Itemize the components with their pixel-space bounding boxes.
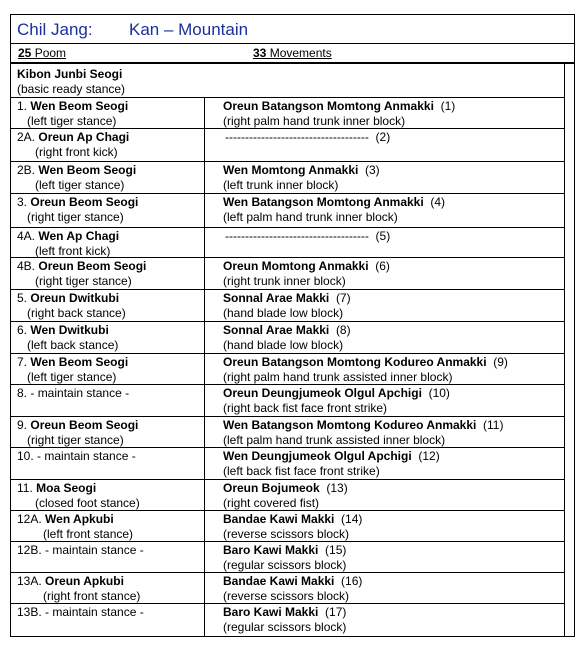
table-row bbox=[11, 385, 565, 417]
stance-cell bbox=[11, 228, 205, 257]
technique-name: Bandae Kawi Makki bbox=[223, 512, 335, 526]
technique-name: Wen Deungjumeok Olgul Apchigi bbox=[223, 449, 412, 463]
technique-name: Oreun Momtong Anmakki bbox=[223, 259, 369, 273]
technique-cell bbox=[205, 448, 565, 479]
stance-name: Wen Beom Seogi bbox=[38, 163, 137, 177]
stance-cell bbox=[11, 258, 205, 289]
table-row bbox=[11, 542, 565, 573]
step-number: 4A. bbox=[17, 229, 36, 243]
stance-cell bbox=[11, 511, 205, 541]
movement-number: (14) bbox=[341, 512, 363, 526]
technique-desc: (regular scissors block) bbox=[223, 620, 347, 634]
technique-desc: (right palm hand trunk assisted inner block) bbox=[223, 370, 453, 384]
stance-name: Oreun Beom Seogi bbox=[38, 259, 147, 273]
stance-cell bbox=[11, 354, 205, 384]
table-row bbox=[11, 162, 565, 194]
count-row bbox=[10, 43, 575, 62]
step-number: 9. bbox=[17, 418, 28, 432]
technique-desc: (left back fist face front strike) bbox=[223, 464, 380, 478]
movement-number: (16) bbox=[341, 574, 363, 588]
stance-name: Wen Beom Seogi bbox=[30, 99, 129, 113]
technique-cell bbox=[205, 354, 565, 384]
movement-rows bbox=[11, 98, 574, 636]
ready-stance-name: Kibon Junbi Seogi bbox=[17, 67, 123, 81]
step-number: 8. bbox=[17, 386, 28, 400]
technique-cell bbox=[205, 290, 565, 321]
table-row bbox=[11, 354, 565, 385]
form-subtitle: Kan – Mountain bbox=[129, 20, 249, 39]
table-row bbox=[11, 322, 565, 354]
step-number: 13B. bbox=[17, 605, 42, 619]
technique-name: Oreun Deungjumeok Olgul Apchigi bbox=[223, 386, 422, 400]
technique-name: Wen Momtong Anmakki bbox=[223, 163, 359, 177]
technique-desc: (right trunk inner block) bbox=[223, 274, 346, 288]
table-row bbox=[11, 448, 565, 480]
technique-cell bbox=[205, 322, 565, 353]
movement-number: (6) bbox=[375, 259, 390, 273]
technique-dashes: ------------------------------------ bbox=[225, 229, 369, 243]
form-title: Chil Jang: bbox=[17, 20, 93, 39]
technique-cell bbox=[205, 511, 565, 541]
technique-desc: (reverse scissors block) bbox=[223, 589, 350, 603]
technique-cell bbox=[205, 98, 565, 128]
table-row bbox=[11, 290, 565, 322]
poom-count: 25 Poom bbox=[18, 46, 67, 60]
stance-name: Wen Ap Chagi bbox=[38, 229, 120, 243]
stance-cell bbox=[11, 194, 205, 227]
movement-number: (4) bbox=[430, 195, 446, 209]
table-row bbox=[11, 228, 565, 258]
table-row bbox=[11, 604, 565, 636]
technique-cell bbox=[205, 542, 565, 572]
technique-cell bbox=[205, 129, 565, 161]
stance-note: - maintain stance - bbox=[45, 605, 144, 619]
step-number: 2A. bbox=[17, 130, 36, 144]
stance-note: - maintain stance - bbox=[45, 543, 144, 557]
movement-number: (2) bbox=[375, 130, 391, 144]
movement-number: (8) bbox=[335, 323, 351, 337]
stance-desc: (left back stance) bbox=[27, 338, 119, 352]
stance-cell bbox=[11, 98, 205, 128]
technique-cell bbox=[205, 604, 565, 636]
stance-desc: (right tiger stance) bbox=[27, 210, 124, 224]
technique-desc: (left trunk inner block) bbox=[223, 178, 339, 192]
technique-name: Wen Batangson Momtong Anmakki bbox=[223, 195, 424, 209]
stance-desc: (right back stance) bbox=[27, 306, 126, 320]
stance-desc: (left front kick) bbox=[35, 244, 111, 258]
technique-cell bbox=[205, 573, 565, 603]
movement-number: (15) bbox=[325, 543, 347, 557]
stance-cell bbox=[11, 542, 205, 572]
stance-desc: (closed foot stance) bbox=[35, 496, 140, 510]
step-number: 1. bbox=[17, 99, 28, 113]
technique-desc: (right palm hand trunk inner block) bbox=[223, 114, 406, 128]
ready-stance-desc: (basic ready stance) bbox=[17, 82, 126, 96]
stance-note: - maintain stance - bbox=[37, 449, 136, 463]
technique-name: Baro Kawi Makki bbox=[223, 605, 319, 619]
stance-cell bbox=[11, 417, 205, 447]
step-number: 12A. bbox=[17, 512, 42, 526]
technique-name: Sonnal Arae Makki bbox=[223, 291, 330, 305]
table-row bbox=[11, 573, 565, 604]
movement-number: (5) bbox=[375, 229, 391, 243]
step-number: 3. bbox=[17, 195, 28, 209]
movement-number: (13) bbox=[326, 481, 348, 495]
table-row bbox=[11, 258, 565, 290]
technique-desc: (hand blade low block) bbox=[223, 306, 344, 320]
step-number: 5. bbox=[17, 291, 28, 305]
technique-cell bbox=[205, 480, 565, 510]
technique-cell bbox=[205, 162, 565, 193]
movement-number: (17) bbox=[325, 605, 347, 619]
technique-desc: (right covered fist) bbox=[223, 496, 320, 510]
stance-cell bbox=[11, 129, 205, 161]
stance-name: Oreun Beom Seogi bbox=[30, 418, 139, 432]
stance-desc: (right front stance) bbox=[43, 589, 141, 603]
stance-desc: (left tiger stance) bbox=[35, 178, 125, 192]
ready-stance bbox=[11, 64, 565, 98]
technique-desc: (hand blade low block) bbox=[223, 338, 344, 352]
step-number: 7. bbox=[17, 355, 28, 369]
stance-cell bbox=[11, 322, 205, 353]
stance-cell bbox=[11, 480, 205, 510]
stance-cell bbox=[11, 573, 205, 603]
technique-desc: (reverse scissors block) bbox=[223, 527, 350, 541]
step-number: 6. bbox=[17, 323, 28, 337]
technique-name: Sonnal Arae Makki bbox=[223, 323, 330, 337]
stance-cell bbox=[11, 162, 205, 193]
step-number: 10. bbox=[17, 449, 34, 463]
technique-name: Bandae Kawi Makki bbox=[223, 574, 335, 588]
table-row bbox=[11, 129, 565, 162]
movement-number: (9) bbox=[493, 355, 508, 369]
technique-cell bbox=[205, 194, 565, 227]
title-row bbox=[10, 14, 575, 43]
technique-name: Wen Batangson Momtong Kodureo Anmakki bbox=[223, 418, 477, 432]
stance-name: Oreun Dwitkubi bbox=[30, 291, 120, 305]
movement-count: 33 Movements bbox=[253, 46, 332, 60]
stance-cell bbox=[11, 290, 205, 321]
movement-number: (10) bbox=[428, 386, 450, 400]
table-row bbox=[11, 98, 565, 129]
technique-cell bbox=[205, 258, 565, 289]
movement-table bbox=[10, 62, 575, 637]
table-row bbox=[11, 511, 565, 542]
technique-name: Oreun Batangson Momtong Kodureo Anmakki bbox=[223, 355, 487, 369]
technique-cell bbox=[205, 228, 565, 257]
stance-name: Oreun Apkubi bbox=[45, 574, 124, 588]
stance-note: - maintain stance - bbox=[30, 386, 130, 400]
stance-desc: (left front stance) bbox=[43, 527, 134, 541]
stance-name: Wen Beom Seogi bbox=[30, 355, 129, 369]
technique-cell bbox=[205, 417, 565, 447]
stance-cell bbox=[11, 448, 205, 479]
stance-desc: (right tiger stance) bbox=[27, 433, 124, 447]
stance-name: Oreun Beom Seogi bbox=[30, 195, 139, 209]
stance-name: Wen Apkubi bbox=[45, 512, 114, 526]
technique-cell bbox=[205, 385, 565, 416]
technique-dashes: ------------------------------------ bbox=[225, 130, 369, 144]
movement-number: (7) bbox=[335, 291, 351, 305]
movement-number: (11) bbox=[483, 418, 504, 432]
stance-desc: (right front kick) bbox=[35, 145, 118, 159]
table-row bbox=[11, 194, 565, 228]
stance-name: Oreun Ap Chagi bbox=[38, 130, 130, 144]
movement-number: (3) bbox=[365, 163, 380, 177]
technique-desc: (left palm hand trunk inner block) bbox=[223, 210, 398, 224]
technique-name: Baro Kawi Makki bbox=[223, 543, 319, 557]
technique-name: Oreun Bojumeok bbox=[223, 481, 320, 495]
movement-number: (12) bbox=[418, 449, 440, 463]
technique-desc: (right back fist face front strike) bbox=[223, 401, 388, 415]
stance-cell bbox=[11, 385, 205, 416]
table-row bbox=[11, 480, 565, 511]
step-number: 4B. bbox=[17, 259, 36, 273]
stance-desc: (left tiger stance) bbox=[27, 114, 117, 128]
stance-cell bbox=[11, 604, 205, 636]
step-number: 11. bbox=[17, 481, 33, 495]
poomsae-sheet bbox=[10, 14, 575, 637]
technique-desc: (regular scissors block) bbox=[223, 558, 347, 572]
technique-name: Oreun Batangson Momtong Anmakki bbox=[223, 99, 434, 113]
technique-desc: (left palm hand trunk assisted inner block) bbox=[223, 433, 446, 447]
movement-number: (1) bbox=[440, 99, 456, 113]
step-number: 2B. bbox=[17, 163, 36, 177]
stance-desc: (left tiger stance) bbox=[27, 370, 117, 384]
table-row bbox=[11, 417, 565, 448]
stance-desc: (right tiger stance) bbox=[35, 274, 132, 288]
stance-name: Moa Seogi bbox=[36, 481, 97, 495]
step-number: 12B. bbox=[17, 543, 42, 557]
step-number: 13A. bbox=[17, 574, 42, 588]
stance-name: Wen Dwitkubi bbox=[30, 323, 109, 337]
